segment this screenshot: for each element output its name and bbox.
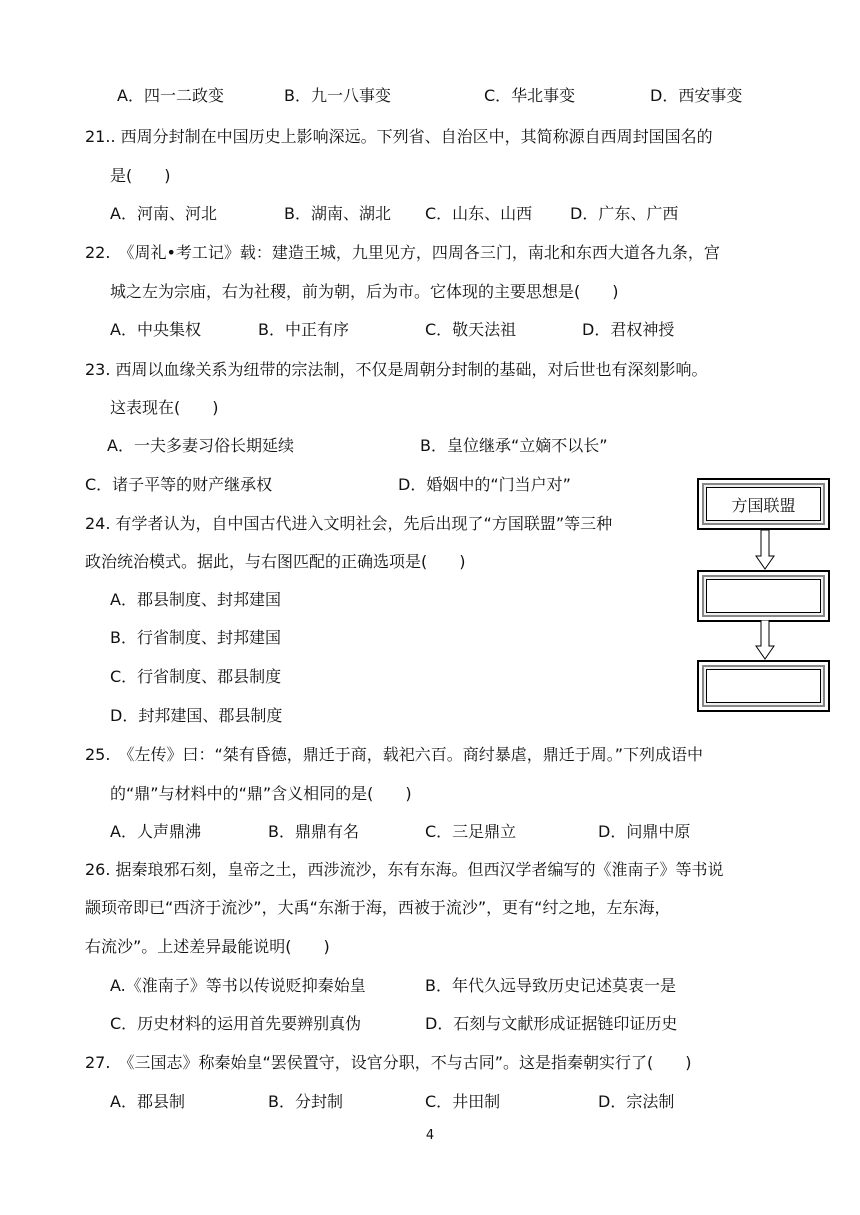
q26-stem-line1: 26. 据秦琅邪石刻，皇帝之土，西涉流沙，东有东海。但西汉学者编写的《淮南子》等书说 [85,860,724,879]
q27-option-c: C．井田制 [425,1092,501,1111]
q22-option-c: C．敬天法祖 [425,320,517,339]
flow-arrow-down-icon [755,620,775,660]
q25-stem-line2: 的“鼎”与材料中的“鼎”含义相同的是( ) [110,784,412,803]
flow-box-1 [697,478,830,530]
flow-box-3-label [706,669,821,703]
q26-option-a: A.《淮南子》等书以传说贬抑秦始皇 [110,976,366,995]
q24-stem-line1: 24. 有学者认为，自中国古代进入文明社会，先后出现了“方国联盟”等三种 [85,514,613,533]
q27-option-a: A．郡县制 [110,1092,185,1111]
q24-stem-line2: 政治统治模式。据此，与右图匹配的正确选项是( ) [85,552,466,571]
q23-option-a: A．一夫多妻习俗长期延续 [107,436,294,455]
q23-stem-line2: 这表现在( ) [110,398,219,417]
q25-option-b: B．鼎鼎有名 [268,822,359,841]
q24-option-b: B．行省制度、封邦建国 [110,628,281,647]
q21-stem-line1: 21.. 西周分封制在中国历史上影响深远。下列省、自治区中，其简称源自西周封国国名的 [85,127,713,146]
q23-stem-line1: 23. 西周以血缘关系为纽带的宗法制，不仅是周朝分封制的基础，对后世也有深刻影响。 [85,360,708,379]
q26-option-c: C．历史材料的运用首先要辨别真伪 [110,1014,362,1033]
flow-box-3 [697,660,830,712]
q22-stem-line1: 22. 《周礼•考工记》载：建造王城，九里见方，四周各三门，南北和东西大道各九条，宫 [85,243,720,262]
q21-option-b: B．湖南、湖北 [284,204,391,223]
q22-option-b: B．中正有序 [258,320,349,339]
q22-option-a: A．中央集权 [110,320,201,339]
q26-stem-line3: 右流沙”。上述差异最能说明( ) [85,937,330,956]
q21-stem-line2: 是( ) [110,166,171,185]
q27-option-b: B．分封制 [268,1092,343,1111]
q25-option-a: A．人声鼎沸 [110,822,201,841]
flow-arrow-down-icon [755,530,775,570]
q20-option-a: A．四一二政变 [117,86,224,105]
q21-option-d: D．广东、广西 [570,204,679,223]
q22-stem-line2: 城之左为宗庙，右为社稷，前为朝，后为市。它体现的主要思想是( ) [110,282,619,301]
flow-box-1-label: 方国联盟 [706,487,821,521]
q24-option-a: A．郡县制度、封邦建国 [110,590,281,609]
q24-option-c: C．行省制度、郡县制度 [110,667,282,686]
q27-stem-line1: 27. 《三国志》称秦始皇“罢侯置守，设官分职，不与古同”。这是指秦朝实行了( ) [85,1053,692,1072]
q25-option-d: D．问鼎中原 [598,822,691,841]
q23-option-d: D．婚姻中的“门当户对” [398,475,571,494]
q26-option-d: D．石刻与文献形成证据链印证历史 [425,1014,678,1033]
q25-option-c: C．三足鼎立 [425,822,517,841]
q26-option-b: B．年代久远导致历史记述莫衷一是 [425,976,676,995]
q27-option-d: D．宗法制 [598,1092,675,1111]
q25-stem-line1: 25. 《左传》曰：“桀有昏德，鼎迁于商，载祀六百。商纣暴虐，鼎迁于周。”下列成语中 [85,745,704,764]
q21-option-a: A．河南、河北 [110,204,217,223]
q20-option-b: B．九一八事变 [284,86,391,105]
q23-option-b: B．皇位继承“立嫡不以长” [420,436,608,455]
q26-stem-line2: 颛顼帝即已“西济于流沙”，大禹“东渐于海，西被于流沙”，更有“纣之地，左东海， [85,898,671,917]
q22-option-d: D．君权神授 [582,320,675,339]
flow-box-2 [697,570,830,622]
q21-option-c: C．山东、山西 [425,204,533,223]
q20-option-d: D．西安事变 [650,86,743,105]
page-number: 4 [425,1128,435,1143]
q24-option-d: D．封邦建国、郡县制度 [110,706,283,725]
q20-option-c: C．华北事变 [484,86,576,105]
flow-box-2-label [706,579,821,613]
q23-option-c: C．诸子平等的财产继承权 [85,475,273,494]
